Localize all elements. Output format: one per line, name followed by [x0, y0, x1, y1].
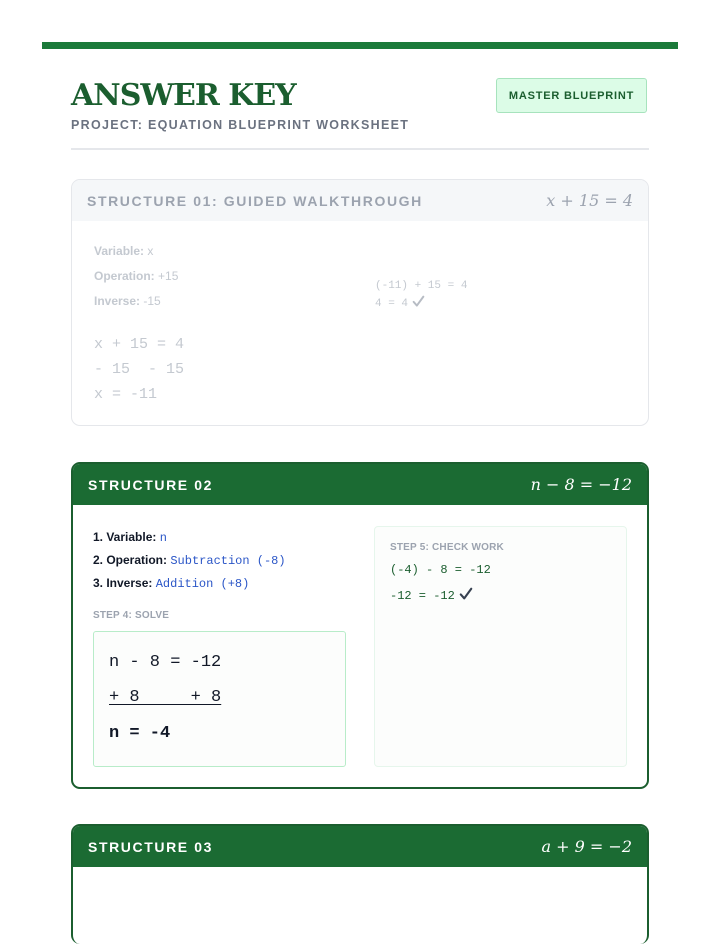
- solve-answer: n = -4: [109, 724, 171, 743]
- page-title: ANSWER KEY: [71, 78, 296, 113]
- check-line: -12 = -12: [390, 589, 455, 603]
- inverse-value: -15: [143, 294, 161, 308]
- solve-line: n - 8 = -12: [109, 653, 222, 672]
- structure-02-variable: [93, 526, 286, 549]
- inverse-value: Addition (+8): [155, 577, 250, 591]
- operation-value: +15: [158, 269, 179, 283]
- check-work-box: [374, 526, 627, 767]
- work-line: x = -11: [94, 386, 158, 403]
- structure-03-equation: a + 9 = −2: [541, 837, 632, 856]
- variable-label: 1. Variable:: [93, 530, 157, 544]
- structure-02-operation: [93, 549, 286, 572]
- check-result: [390, 587, 473, 605]
- structure-01-header: [72, 180, 648, 221]
- top-accent-bar: [42, 42, 678, 49]
- step-5-label: STEP 5: CHECK WORK: [390, 542, 504, 553]
- inverse-label: Inverse:: [94, 294, 141, 308]
- structure-02-header: [73, 464, 647, 505]
- structure-01-title: STRUCTURE 01: GUIDED WALKTHROUGH: [87, 192, 423, 209]
- solve-box: [93, 631, 346, 767]
- structure-01-inverse: [94, 294, 161, 308]
- step-4-label: STEP 4: SOLVE: [93, 610, 170, 621]
- structure-02-equation: n − 8 = −12: [530, 475, 632, 494]
- variable-value: n: [159, 531, 167, 545]
- variable-label: Variable:: [94, 244, 145, 258]
- structure-02-inverse: [93, 572, 286, 595]
- master-blueprint-badge: MASTER BLUEPRINT: [496, 78, 647, 113]
- structure-03-card: [71, 824, 649, 944]
- operation-label: 2. Operation:: [93, 553, 168, 567]
- checkmark-icon: [459, 587, 473, 605]
- page-subtitle: PROJECT: EQUATION BLUEPRINT WORKSHEET: [71, 118, 410, 132]
- work-line: - 15 - 15: [94, 361, 185, 378]
- work-line: x + 15 = 4: [94, 336, 185, 353]
- structure-01-variable: [94, 244, 153, 258]
- structure-01-work: [94, 332, 184, 407]
- structure-02-card: [71, 462, 649, 789]
- structure-02-fields: [93, 526, 286, 595]
- operation-value: Subtraction (-8): [170, 554, 286, 568]
- check-line: 4 = 4: [375, 298, 409, 310]
- structure-02-title: STRUCTURE 02: [88, 476, 213, 493]
- structure-01-check: [375, 278, 467, 315]
- structure-01-card: [71, 179, 649, 426]
- check-line: (-4) - 8 = -12: [390, 563, 491, 577]
- operation-label: Operation:: [94, 269, 155, 283]
- header-divider: [71, 148, 649, 150]
- solve-line: + 8 + 8: [109, 688, 222, 707]
- structure-01-equation: x + 15 = 4: [546, 191, 633, 210]
- structure-03-header: [73, 826, 647, 867]
- variable-value: x: [147, 244, 154, 258]
- check-line: (-11) + 15 = 4: [375, 280, 468, 292]
- inverse-label: 3. Inverse:: [93, 576, 153, 590]
- structure-03-title: STRUCTURE 03: [88, 838, 213, 855]
- checkmark-icon: [412, 295, 425, 315]
- structure-01-operation: [94, 269, 178, 283]
